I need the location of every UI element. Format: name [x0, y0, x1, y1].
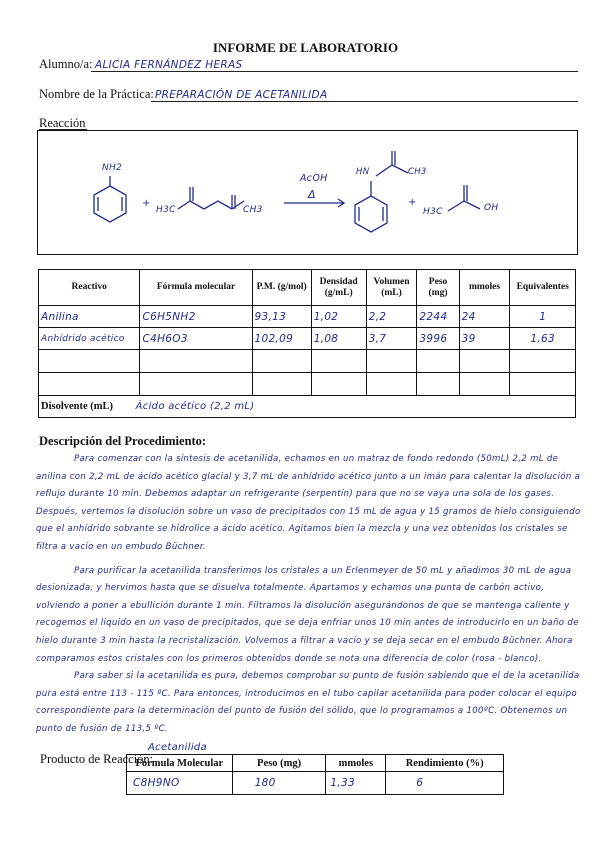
cell-volume: 3,7	[366, 328, 417, 350]
procedure-text	[36, 451, 584, 739]
header-formula: Fórmula molecular	[140, 270, 252, 306]
cell-empty	[510, 373, 576, 396]
cell-formula: C6H5NH2	[140, 306, 252, 328]
product-header-mmol: mmoles	[326, 755, 386, 772]
practice-name: PREPARACIÓN DE ACETANILIDA	[155, 89, 328, 101]
product-label: Producto de Reacción:	[40, 752, 154, 766]
cell-empty	[417, 373, 459, 396]
cell-equiv: 1,63	[510, 328, 576, 350]
cell-empty	[311, 350, 366, 373]
report-title: INFORME DE LABORATORIO	[212, 40, 399, 55]
cell-mass: 2244	[417, 306, 459, 328]
reagents-header-row	[39, 270, 576, 306]
cell-empty	[459, 350, 510, 373]
procedure-paragraph-2: Para purificar la acetanilida transferimos los cristales a un Erlenmeyer de 50 mL y añadimos 30 mL de agua desionizada, y hervimos hasta que se disuelva totalmente. Apartamos y echamos una punta de carbón activo, volviendo a poner a ebullición durante 1 min. Filtramos la disolución asegurándonos de que se mantenga caliente y recogemos el líquido en un vaso de precipitados, que se deja enfriar unos 10 min antes de introducirlo en un baño de hielo durante 3 min hasta la recristalización. Volvemos a filtrar a vacío y se deja secar en el embudo Büchner. Ahora comparamos estos cristales con los primeros obtenidos donde se nota una diferencia de color (rosa - blanco).	[36, 565, 579, 664]
cell-volume: 2,2	[366, 306, 417, 328]
acetanilide-hn-label: HN	[356, 167, 370, 177]
cell-empty	[39, 373, 140, 396]
product-table	[126, 754, 504, 795]
cell-reagent: Anilina	[39, 306, 140, 328]
header-mass: Peso (mg)	[417, 270, 459, 306]
cell-density: 1,08	[311, 328, 366, 350]
header-reagent: Reactivo	[39, 270, 140, 306]
cell-empty	[39, 350, 140, 373]
cell-mmol: 39	[459, 328, 510, 350]
conditions-heat: Δ	[308, 188, 316, 201]
cell-empty	[510, 350, 576, 373]
cell-empty	[366, 373, 417, 396]
cell-empty	[311, 373, 366, 396]
plus-sign-1: +	[142, 198, 151, 209]
cell-empty	[140, 373, 252, 396]
cell-empty	[459, 373, 510, 396]
cell-density: 1,02	[311, 306, 366, 328]
cell-empty	[252, 350, 311, 373]
cell-formula: C4H6O3	[140, 328, 252, 350]
practice-underline	[151, 101, 578, 102]
procedure-paragraph-1: Para comenzar con la síntesis de acetanilida, echamos en un matraz de fondo redondo (50mL) 2,2 mL de anilina con 2,2 mL de ácido acético glacial y 3,7 mL de anhídrido acético junto a un imán para calentar la disolución a reflujo durante 10 min. Debemos adaptar un refrigerante (serpentín) para que no se vaya una sola de los gases. Después, vertemos la disolución sobre un vaso de precipitados con 15 mL de agua y 15 gramos de hielo consiguiendo que el anhídrido sobrante se hidrolice a ácido acético. Agitamos bien la mezcla y una vez obtenidos los cristales se filtra a vacío en un embudo Büchner.	[36, 454, 581, 552]
product-header-yield: Rendimiento (%)	[386, 755, 504, 772]
table-row	[39, 373, 576, 396]
student-underline	[91, 71, 578, 72]
header-mmol: mmoles	[459, 270, 510, 306]
header-density: Densidad (g/mL)	[311, 270, 366, 306]
header-mw: P.M. (g/mol)	[252, 270, 311, 306]
cell-mmol: 24	[459, 306, 510, 328]
product-mass: 180	[232, 772, 326, 795]
acetanilide-ch3-label: CH3	[408, 167, 427, 177]
acetic-acid-oh-label: OH	[484, 203, 499, 213]
cell-empty	[417, 350, 459, 373]
product-name: Acetanilida	[148, 742, 207, 753]
product-formula: C8H9NO	[127, 772, 233, 795]
cell-empty	[366, 350, 417, 373]
solvent-row	[39, 396, 576, 418]
aniline-nh2-label: NH2	[102, 163, 123, 173]
header-equiv: Equivalentes	[510, 270, 576, 306]
product-mmol: 1,33	[326, 772, 386, 795]
procedure-heading: Descripción del Procedimiento:	[39, 434, 207, 448]
student-name: ALICIA FERNÁNDEZ HERAS	[95, 59, 243, 71]
anhydride-chain	[178, 201, 232, 209]
product-header-mass: Peso (mg)	[232, 755, 326, 772]
procedure-paragraph-3: Para saber si la acetanilida es pura, debemos comprobar su punto de fusión sabiendo que el de la acetanilida pura está entre 113 - 115 ºC. Para entonces, introducimos en el tubo capilar acetanilida para poder colocar el equipo correspondiente para la determinación del punto de fusión del sólido, que lo programamos a 100ºC. Obtenemos un punto de fusión de 113,5 ºC.	[36, 671, 580, 734]
reaction-label: Reacción	[39, 116, 86, 130]
anhydride-ch3-label: CH3	[243, 205, 263, 215]
table-row	[39, 328, 576, 350]
cell-mass: 3996	[417, 328, 459, 350]
product-header-formula: Fórmula Molecular	[127, 755, 233, 772]
table-row	[39, 350, 576, 373]
reaction-box	[37, 130, 578, 255]
cell-mw: 93,13	[252, 306, 311, 328]
cell-equiv: 1	[510, 306, 576, 328]
aniline-ring	[94, 186, 126, 222]
solvent-label: Disolvente (mL)	[41, 401, 114, 412]
practice-label: Nombre de la Práctica:	[39, 87, 154, 101]
conditions-acoh: AcOH	[300, 173, 328, 184]
solvent-value: Ácido acético (2,2 mL)	[135, 401, 255, 412]
reagents-table	[38, 269, 576, 418]
acetic-acid-h3c-label: H3C	[423, 207, 443, 217]
plus-sign-2: +	[408, 197, 417, 208]
header-volume: Volumen (mL)	[366, 270, 417, 306]
product-yield: 6	[386, 772, 504, 795]
cell-empty	[252, 373, 311, 396]
cell-empty	[140, 350, 252, 373]
cell-reagent: Anhídrido acético	[39, 328, 140, 350]
table-row	[39, 306, 576, 328]
cell-mw: 102,09	[252, 328, 311, 350]
acetanilide-ring	[355, 196, 387, 232]
student-label: Alumno/a:	[39, 57, 93, 71]
anhydride-h3c-label: H3C	[156, 205, 176, 215]
